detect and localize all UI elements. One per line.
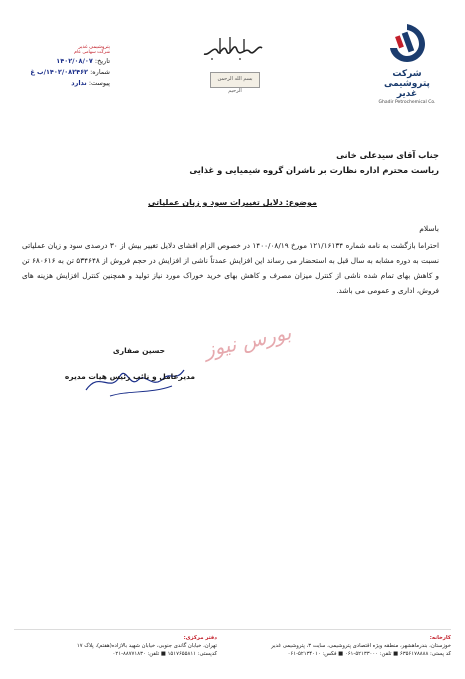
footer-divider [14, 629, 451, 630]
subject-text: موضوع: دلایل تغییرات سود و زیان عملیاتی [148, 198, 317, 207]
ref-number-label: شماره: [90, 68, 110, 76]
ref-date-value: ۱۴۰۲/۰۸/۰۷ [56, 57, 93, 65]
subject-line [0, 198, 465, 207]
ref-brand-line: پتروشیمی غدیر [78, 44, 110, 50]
office-label: دفتر مرکزی: [183, 635, 217, 641]
bismillah-calligraphy-icon [200, 34, 266, 62]
factory-address-text: خوزستان، بندرماهشهر، منطقه ویژه اقتصادی پتروشیمی، سایت ۳، پتروشیمی غدیر [271, 643, 451, 649]
ref-date-label: تاریخ: [94, 57, 110, 65]
letter-body: احتراما بازگشت به نامه شماره ۱۲۱/۱۶۱۳۴ مورخ ۱۴۰۰/۰۸/۱۹ در خصوص الزام افشای دلایل تغییر بیش از ۳۰ درصدی سود و زیان عملیاتی نسبت به دوره مشابه به سال قبل به استحضار می رساند این افزایش عمدتاً ناشی از افزایش در حجم فروش از ۵۳۴۶۴۸ تن به ۶۸۰۶۱۶ تن و کاهش بهای تمام شده ناشی از کنترل میزان مصرف و کاهش بهای خرید خوراک مورد نیاز تولید و همچنین کنترل افزایش هزینه های فروش، اداری و عمومی می باشد. [22, 241, 439, 295]
ref-attachment-row [10, 78, 110, 89]
ref-attachment-label: پیوست: [88, 79, 110, 87]
footer-factory-address [236, 634, 451, 658]
ref-attachment-value: ندارد [71, 79, 87, 87]
recipient-title: ریاست محترم اداره نظارت بر ناشران گروه شیمیایی و غذایی [189, 165, 439, 175]
company-logo [375, 22, 439, 105]
logo-english-name: Ghadir Petrochemical Co. [378, 100, 436, 105]
reference-block [10, 44, 110, 89]
signer-title: مدیرعامل و نائب رئیس هیات مدیره [64, 372, 195, 381]
greeting: باسلام [419, 224, 439, 233]
office-address-text: تهران، خیابان گاندی جنوبی، خیابان شهید بالازاده(هفتم)، پلاک ۱۷ [76, 643, 217, 649]
ref-number-row [10, 67, 110, 78]
signer-name: حسین صفاری [112, 346, 165, 355]
recipient-name: جناب آقای سیدعلی خانی [336, 150, 439, 160]
watermark-text: بورس نیوز [202, 320, 294, 362]
watermark-stamp [200, 310, 296, 370]
ref-date-row [10, 56, 110, 67]
recipient-block [19, 148, 439, 178]
motto-stamp: بسم الله الرحمن الرحیم [210, 72, 260, 88]
logo-company-name: شرکت پتروشیمی غدیر [384, 69, 430, 99]
ref-number-value: ۱۴۰۲/۰۸۲۴۶۲/ب غ [30, 68, 88, 76]
factory-label: کارخانه: [429, 635, 451, 641]
factory-contact-text: کد پستی: ۶۳۵۶۱۷۸۸۸۸ ■ تلفن: ۵۲۱۳۳۰۰۰-۰۶۱ ■ فکس: ۵۲۱۳۴۰۱۰-۰۶۱ [287, 651, 451, 657]
footer-office-address [12, 634, 217, 658]
office-contact-text: کدپستی: ۱۵۱۷۶۵۵۸۱۱ ■ تلفن: ۸۸۷۷۱۸۳۰-۰۲۱ [112, 651, 217, 657]
petrochemical-logo-icon [387, 22, 427, 64]
ref-brand-subline: شرکت سهامی عام [74, 50, 110, 55]
